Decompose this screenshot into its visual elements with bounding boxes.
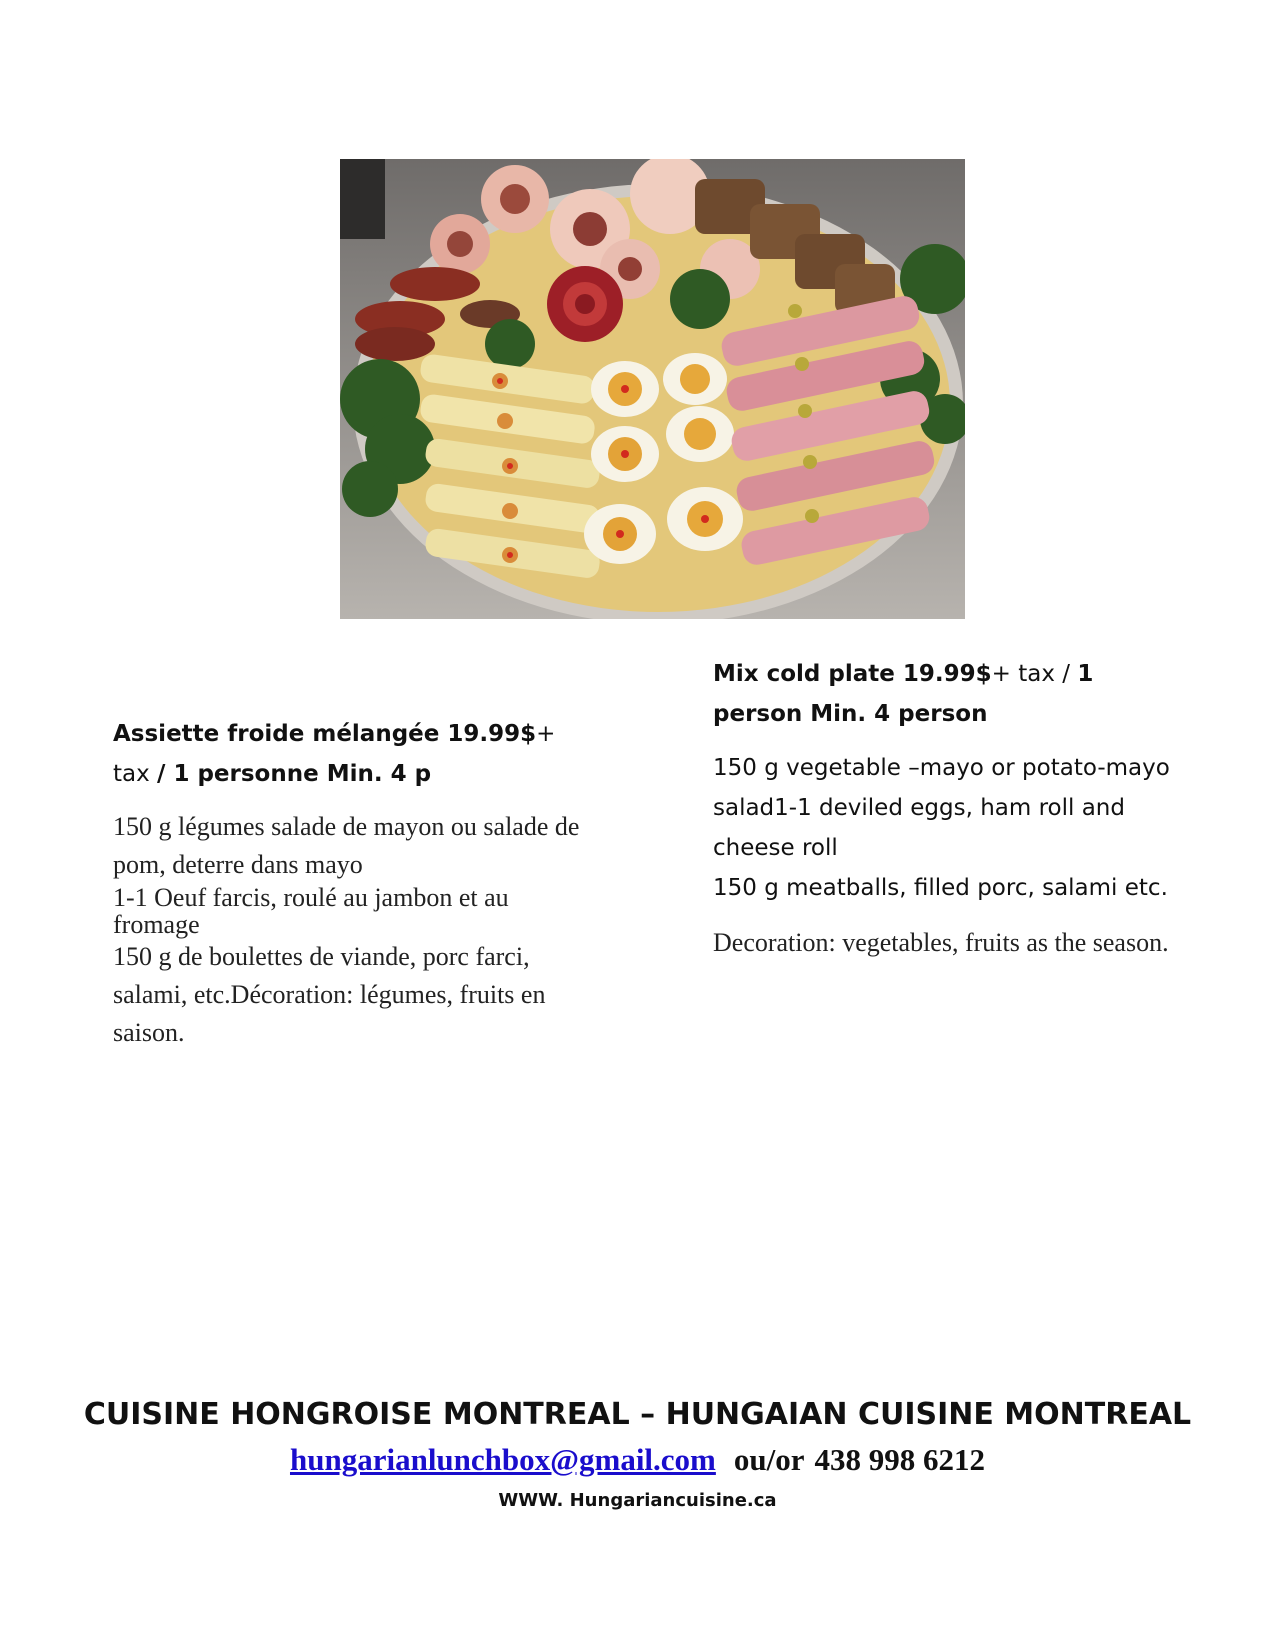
footer-contact: [0, 1442, 1275, 1478]
english-description-salad: 150 g vegetable –mayo or potato-mayo salad1-1 deviled eggs, ham roll and cheese roll: [713, 755, 1170, 861]
french-description-meats: 150 g de boulettes de viande, porc farci, salami, etc.Décoration: légumes, fruits en saison.: [113, 942, 546, 1047]
english-heading-tax: + tax /: [991, 661, 1078, 687]
platter-photo: [340, 159, 965, 619]
english-heading-per-person: 1 person Min. 4 person: [713, 661, 1094, 727]
english-description: [713, 748, 1183, 908]
contact-separator: ou/or: [733, 1442, 805, 1477]
french-heading-per-person: / 1 personne Min. 4 p: [157, 761, 432, 787]
english-decoration: Decoration: vegetables, fruits as the season.: [713, 928, 1169, 957]
french-description: [113, 808, 593, 1052]
english-heading-title: Mix cold plate 19.99$: [713, 661, 992, 687]
french-description-salad: 150 g légumes salade de mayon ou salade de pom, deterre dans mayo: [113, 812, 580, 879]
french-menu-item: [113, 714, 593, 1052]
english-heading: [713, 654, 1183, 734]
english-description-meats: 150 g meatballs, filled porc, salami etc.: [713, 875, 1168, 901]
french-heading-plus: +: [536, 721, 556, 747]
french-heading-title: Assiette froide mélangée 19.99$: [113, 721, 537, 747]
french-heading: [113, 714, 593, 794]
footer-title: CUISINE HONGROISE MONTREAL – HUNGAIAN CUISINE MONTREAL: [83, 1397, 1192, 1432]
website-text: WWW. Hungariancuisine.ca: [498, 1490, 777, 1511]
email-link[interactable]: hungarianlunchbox@gmail.com: [289, 1442, 716, 1477]
french-description-eggs: 1-1 Oeuf farcis, roulé au jambon et au fromage: [113, 883, 509, 939]
english-menu-item: [713, 654, 1183, 959]
platter-illustration: [340, 159, 965, 619]
phone-number: 438 998 6212: [814, 1442, 985, 1477]
french-heading-tax: tax: [113, 761, 158, 787]
